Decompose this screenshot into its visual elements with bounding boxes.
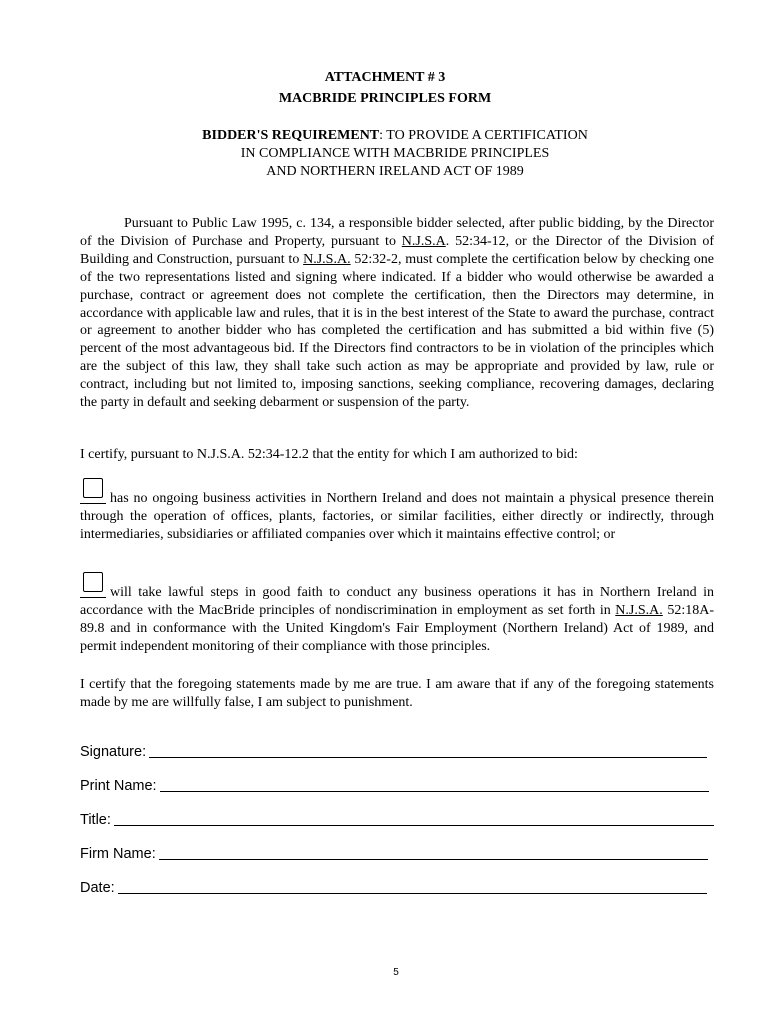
checkbox-box (83, 478, 103, 498)
title-field (80, 809, 714, 829)
option-2-checkbox[interactable] (80, 579, 106, 599)
requirement-line-3: AND NORTHERN IRELAND ACT OF 1989 (266, 164, 524, 179)
checkbox-blank-line (80, 597, 106, 598)
intro-part-1: Pursuant to Public Law 1995, c. 134, a responsible bidder selected, after public bidding, by the Director of the Division of Purchase and Property, pursuant to (80, 216, 714, 249)
option-2 (80, 579, 714, 656)
title-input[interactable] (114, 825, 714, 826)
print-name-label: Print Name: (80, 778, 157, 794)
date-field (80, 877, 707, 897)
requirement-line-1 (0, 127, 770, 145)
firm-name-field (80, 843, 708, 863)
signature-input[interactable] (149, 757, 707, 758)
requirement-line-1-rest: : TO PROVIDE A CERTIFICATION (379, 128, 588, 143)
statute-reference: N.J.S.A. (303, 251, 351, 267)
print-name-field (80, 775, 709, 795)
requirement-line-2: IN COMPLIANCE WITH MACBRIDE PRINCIPLES (240, 146, 550, 161)
attachment-heading: ATTACHMENT # 3 (324, 70, 446, 85)
print-name-input[interactable] (160, 791, 709, 792)
firm-name-input[interactable] (159, 859, 708, 860)
title-label: Title: (80, 812, 111, 828)
intro-paragraph (80, 215, 714, 412)
signature-label: Signature: (80, 744, 147, 760)
date-label: Date: (80, 880, 115, 896)
option-1-text: has no ongoing business activities in Northern Ireland and does not maintain a physical presence therein through the operation of offices, plants, factories, or similar facilities, either directly or indirectly, through intermediaries, subsidiaries or affiliated companies over which it maintains effective control; or (80, 491, 714, 542)
statute-reference: N.J.S.A. (615, 602, 663, 618)
bidder-requirement-heading (0, 127, 770, 181)
option-1 (80, 485, 714, 544)
requirement-label: BIDDER'S REQUIREMENT (202, 128, 380, 143)
signature-field (80, 741, 707, 761)
date-input[interactable] (118, 893, 707, 894)
page-number: 5 (393, 967, 399, 978)
checkbox-box (83, 572, 103, 592)
intro-part-2: . 52:34-12, or the Director of the Division of Building and Construction, pursuant to (80, 233, 714, 267)
option-1-checkbox[interactable] (80, 485, 106, 505)
firm-name-label: Firm Name: (80, 846, 156, 862)
checkbox-blank-line (80, 503, 106, 504)
option-2-text-part-1: will take lawful steps in good faith to conduct any business operations it has in Northern Ireland in accordance with the MacBride principles of nondiscrimination in employment as set forth in (80, 585, 714, 618)
closing-statement: I certify that the foregoing statements made by me are true. I am aware that if any of the foregoing statements made by me are willfully false, I am subject to punishment. (80, 677, 714, 710)
intro-part-3: 52:32-2, must complete the certification below by checking one of the two representations listed and signing where indicated. If a bidder who would otherwise be awarded a purchase, contract or agreement does not complete the certification, then the Directors may determine, in accordance with applicable law and rules, that it is in the best interest of the State to award the purchase, contract or agreement to another bidder who has completed the certification and has submitted a bid within five (5) percent of the most advantageous bid. If the Directors find contractors to be in violation of the principles which are the subject of this law, they shall take such action as may be appropriate and provided by law, rule or contract, including but not limited to, imposing sanctions, seeking compliance, recovering damages, declaring the party in default and seeking debarment or suspension of the party. (80, 251, 715, 411)
form-title: MACBRIDE PRINCIPLES FORM (278, 91, 492, 106)
option-2-text-part-2: 52:18A-89.8 and in conformance with the United Kingdom's Fair Employment (Northern Ireland) Act of 1989, and permit independent monitoring of their compliance with those principles. (80, 602, 714, 654)
statute-reference: N.J.S.A (401, 233, 446, 249)
certify-intro: I certify, pursuant to N.J.S.A. 52:34-12.2 that the entity for which I am authorized to bid: (80, 447, 578, 462)
